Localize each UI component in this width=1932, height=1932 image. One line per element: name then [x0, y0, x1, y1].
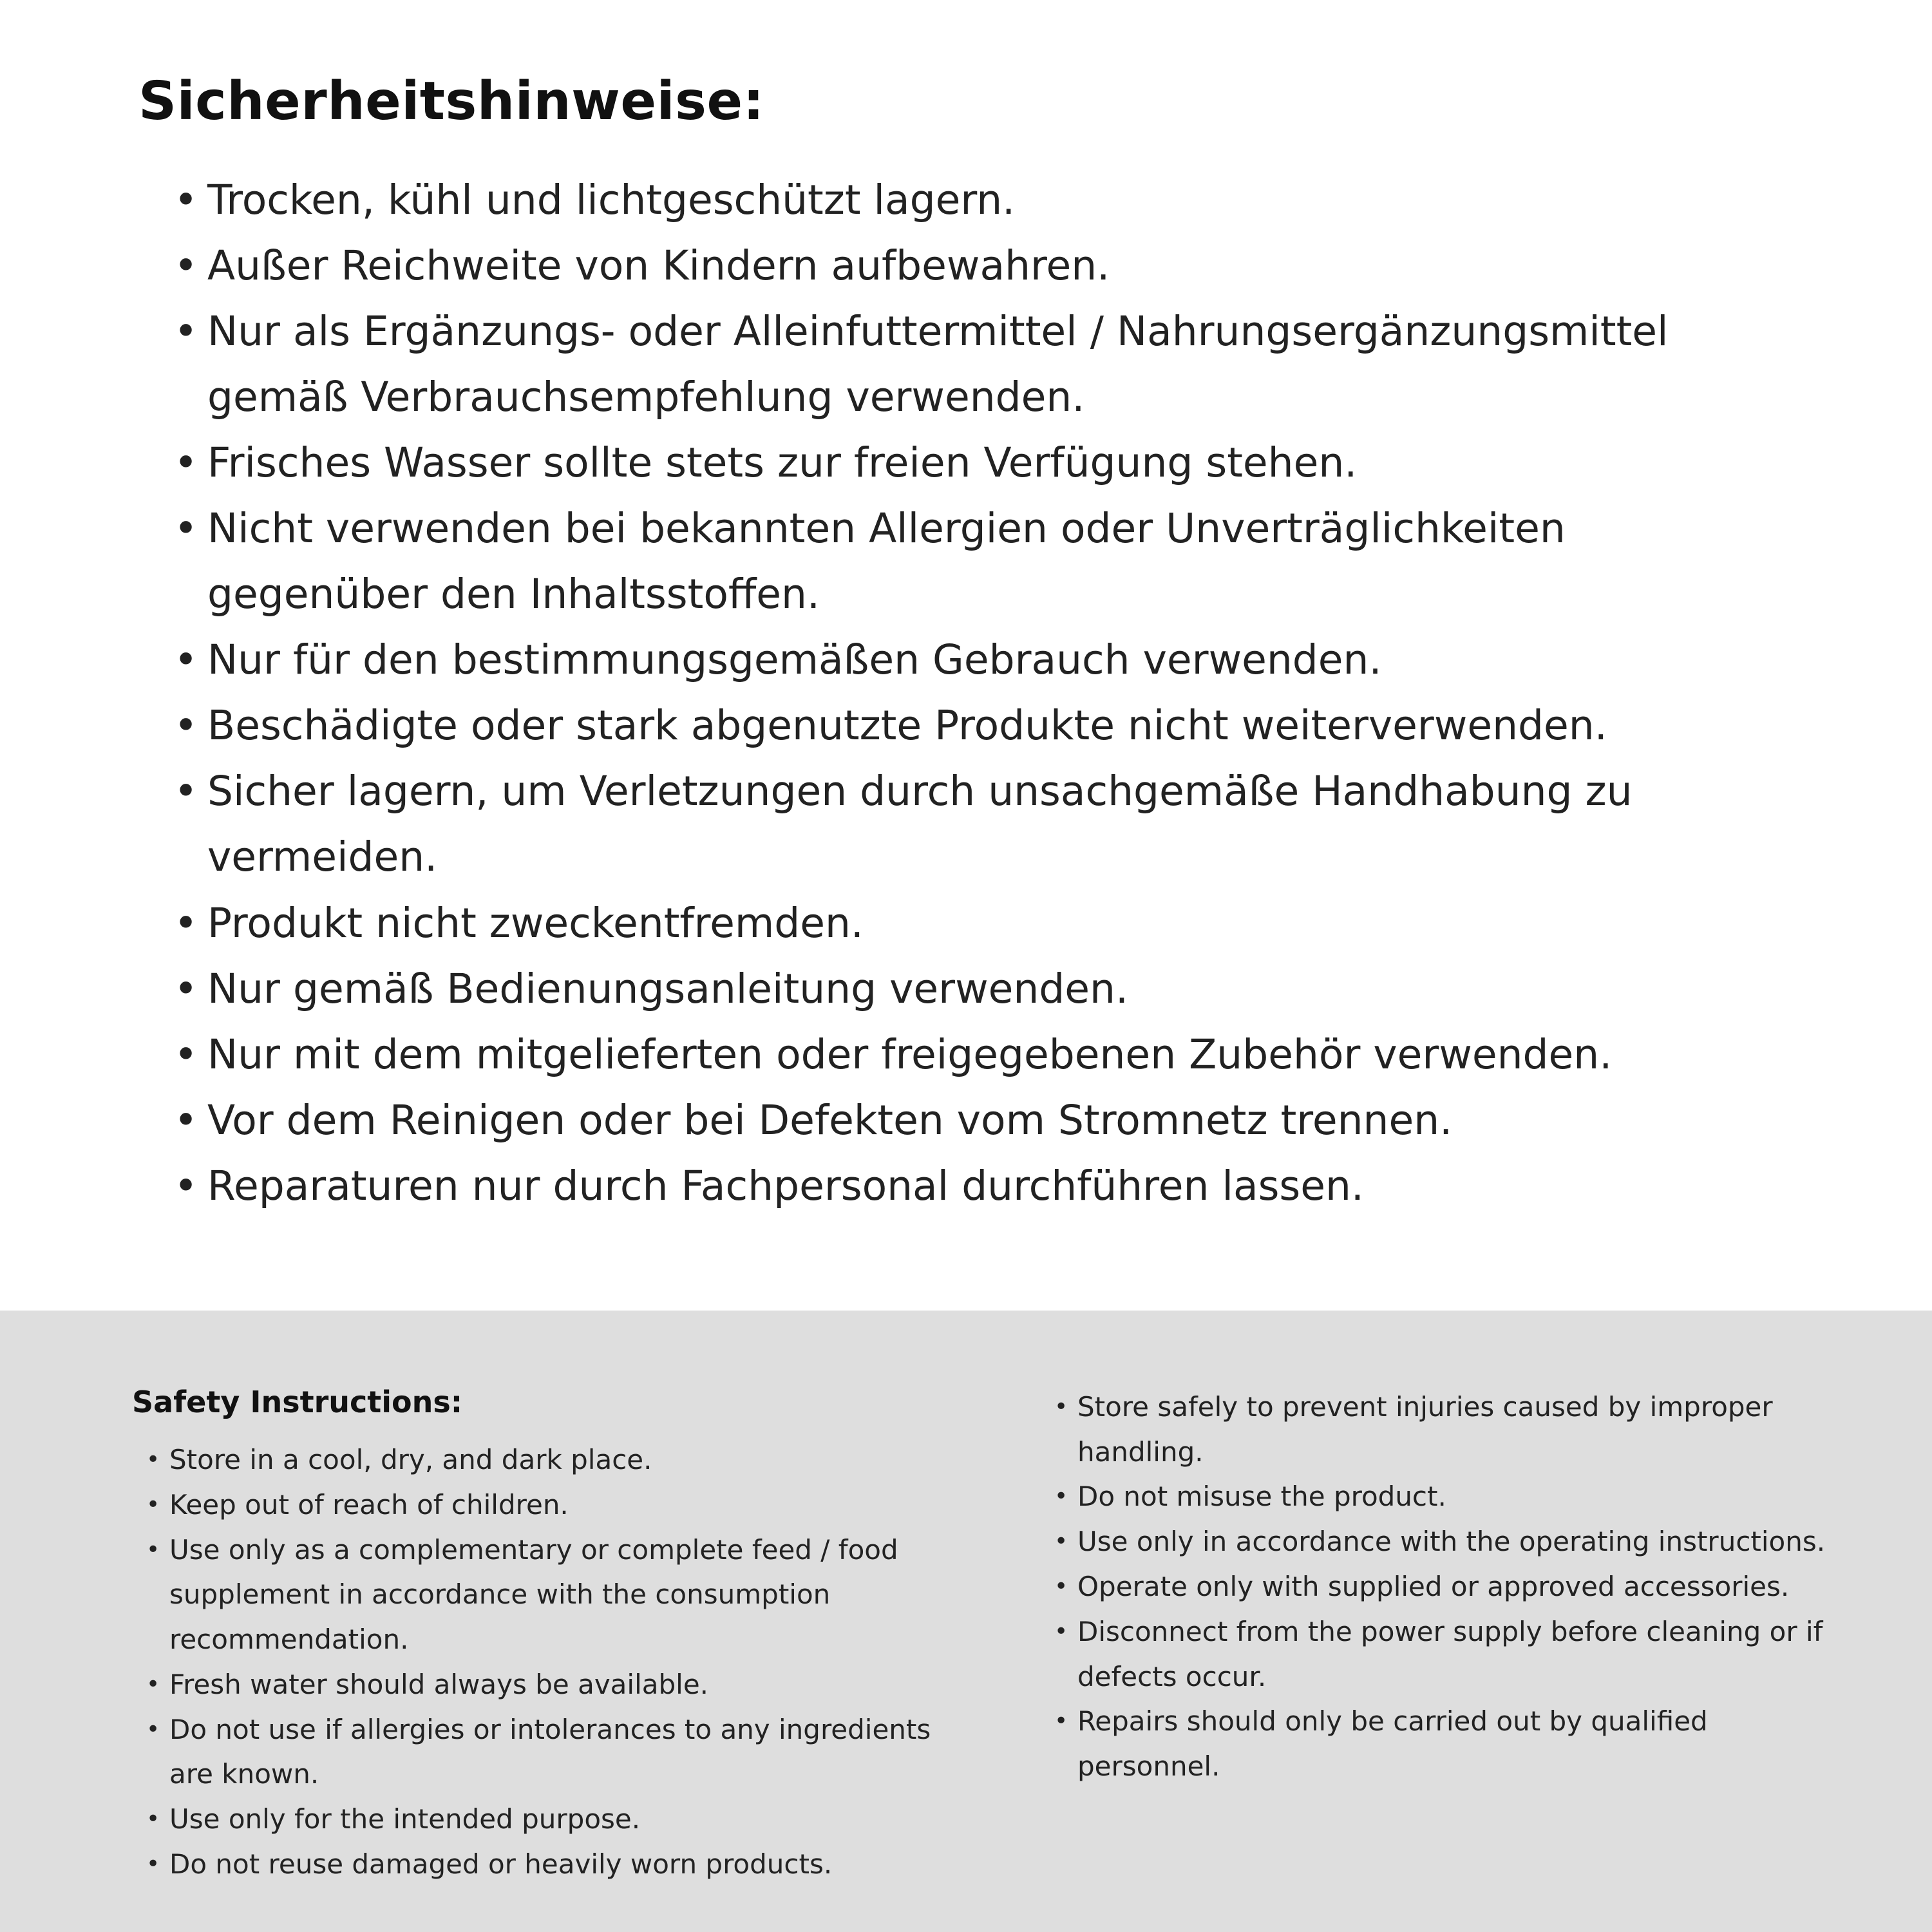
german-section-title: Sicherheitshinweise:: [138, 71, 764, 132]
bullet-icon: •: [174, 965, 198, 1012]
list-item: [1040, 1385, 1858, 1474]
list-item-text: Do not reuse damaged or heavily worn products.: [169, 1848, 833, 1880]
english-right-column: [1040, 1385, 1858, 1932]
list-item: [132, 1528, 982, 1662]
list-item: [174, 627, 1732, 693]
list-item: [174, 1153, 1732, 1219]
english-left-column: [132, 1385, 982, 1932]
list-item: [132, 1797, 982, 1842]
bullet-icon: •: [146, 1806, 160, 1833]
list-item-text: Keep out of reach of children.: [169, 1488, 569, 1520]
bullet-icon: •: [146, 1536, 160, 1563]
list-item-text: Frisches Wasser sollte stets zur freien Verfügung stehen.: [207, 439, 1358, 487]
list-item-text: Außer Reichweite von Kindern aufbewahren.: [207, 242, 1110, 290]
list-item: [132, 1842, 982, 1887]
list-item: [174, 167, 1732, 233]
bullet-icon: •: [174, 242, 198, 290]
list-item-text: Operate only with supplied or approved accessories.: [1077, 1571, 1790, 1603]
list-item: [174, 496, 1732, 627]
list-item-text: Nur mit dem mitgelieferten oder freigegebenen Zubehör verwenden.: [207, 1030, 1613, 1078]
list-item-text: Use only for the intended purpose.: [169, 1803, 641, 1835]
bullet-icon: •: [174, 439, 198, 487]
list-item: [174, 1088, 1732, 1153]
list-item: [132, 1482, 982, 1528]
english-section-title: Safety Instructions:: [132, 1385, 463, 1419]
list-item-text: Do not use if allergies or intolerances to any ingredients are known.: [169, 1713, 931, 1790]
list-item-text: Nur gemäß Bedienungsanleitung verwenden.: [207, 965, 1128, 1012]
list-item-text: Nur für den bestimmungsgemäßen Gebrauch verwenden.: [207, 636, 1382, 684]
list-item-text: Vor dem Reinigen oder bei Defekten vom Stromnetz trennen.: [207, 1096, 1453, 1144]
list-item-text: Store safely to prevent injuries caused by improper handling.: [1077, 1391, 1773, 1468]
list-item-text: Reparaturen nur durch Fachpersonal durchführen lassen.: [207, 1162, 1364, 1209]
list-item: [174, 430, 1732, 496]
bullet-icon: •: [174, 505, 198, 553]
list-item: [1040, 1564, 1858, 1609]
list-item: [174, 891, 1732, 956]
list-item-text: Use only in accordance with the operating instructions.: [1077, 1526, 1826, 1558]
list-item-text: Disconnect from the power supply before cleaning or if defects occur.: [1077, 1615, 1823, 1692]
list-item: [132, 1662, 982, 1707]
list-item: [174, 759, 1732, 890]
list-item: [174, 693, 1732, 759]
list-item-text: Produkt nicht zweckentfremden.: [207, 899, 864, 947]
list-item-text: Nicht verwenden bei bekannten Allergien oder Unverträglichkeiten gegenüber den Inhaltsstoffen.: [207, 505, 1566, 618]
english-safety-section: [0, 1311, 1932, 1932]
list-item: [1040, 1474, 1858, 1519]
bullet-icon: •: [174, 1162, 198, 1209]
bullet-icon: •: [1054, 1528, 1068, 1555]
bullet-icon: •: [146, 1446, 160, 1473]
bullet-icon: •: [174, 1096, 198, 1144]
list-item-text: Beschädigte oder stark abgenutzte Produkte nicht weiterverwenden.: [207, 702, 1607, 750]
bullet-icon: •: [1054, 1573, 1068, 1600]
list-item: [132, 1707, 982, 1797]
bullet-icon: •: [146, 1671, 160, 1698]
bullet-icon: •: [146, 1850, 160, 1877]
list-item: [132, 1437, 982, 1482]
list-item-text: Fresh water should always be available.: [169, 1668, 709, 1700]
bullet-icon: •: [1054, 1708, 1068, 1735]
list-item-text: Do not misuse the product.: [1077, 1481, 1446, 1513]
bullet-icon: •: [174, 768, 198, 815]
bullet-icon: •: [174, 636, 198, 684]
german-safety-list: [138, 167, 1732, 1219]
list-item: [1040, 1519, 1858, 1564]
bullet-icon: •: [1054, 1394, 1068, 1420]
list-item: [174, 233, 1732, 299]
list-item-text: Repairs should only be carried out by qualified personnel.: [1077, 1705, 1708, 1783]
list-item: [1040, 1609, 1858, 1699]
english-safety-list-left: [132, 1437, 982, 1887]
list-item-text: Store in a cool, dry, and dark place.: [169, 1444, 652, 1475]
list-item: [1040, 1699, 1858, 1788]
bullet-icon: •: [174, 702, 198, 750]
bullet-icon: •: [174, 176, 198, 223]
bullet-icon: •: [1054, 1618, 1068, 1645]
list-item: [174, 1022, 1732, 1088]
list-item: [174, 299, 1732, 430]
bullet-icon: •: [174, 1030, 198, 1078]
list-item-text: Nur als Ergänzungs- oder Alleinfuttermittel / Nahrungsergänzungsmittel gemäß Verbrauchsempfehlung verwenden.: [207, 308, 1669, 421]
bullet-icon: •: [146, 1716, 160, 1743]
bullet-icon: •: [174, 308, 198, 355]
list-item-text: Trocken, kühl und lichtgeschützt lagern.: [207, 176, 1016, 223]
list-item-text: Sicher lagern, um Verletzungen durch unsachgemäße Handhabung zu vermeiden.: [207, 768, 1633, 881]
bullet-icon: •: [174, 899, 198, 947]
list-item: [174, 956, 1732, 1022]
english-safety-list-right: [1040, 1385, 1858, 1789]
list-item-text: Use only as a complementary or complete feed / food supplement in accordance with the consumption recommendation.: [169, 1533, 898, 1656]
bullet-icon: •: [146, 1491, 160, 1518]
bullet-icon: •: [1054, 1483, 1068, 1510]
